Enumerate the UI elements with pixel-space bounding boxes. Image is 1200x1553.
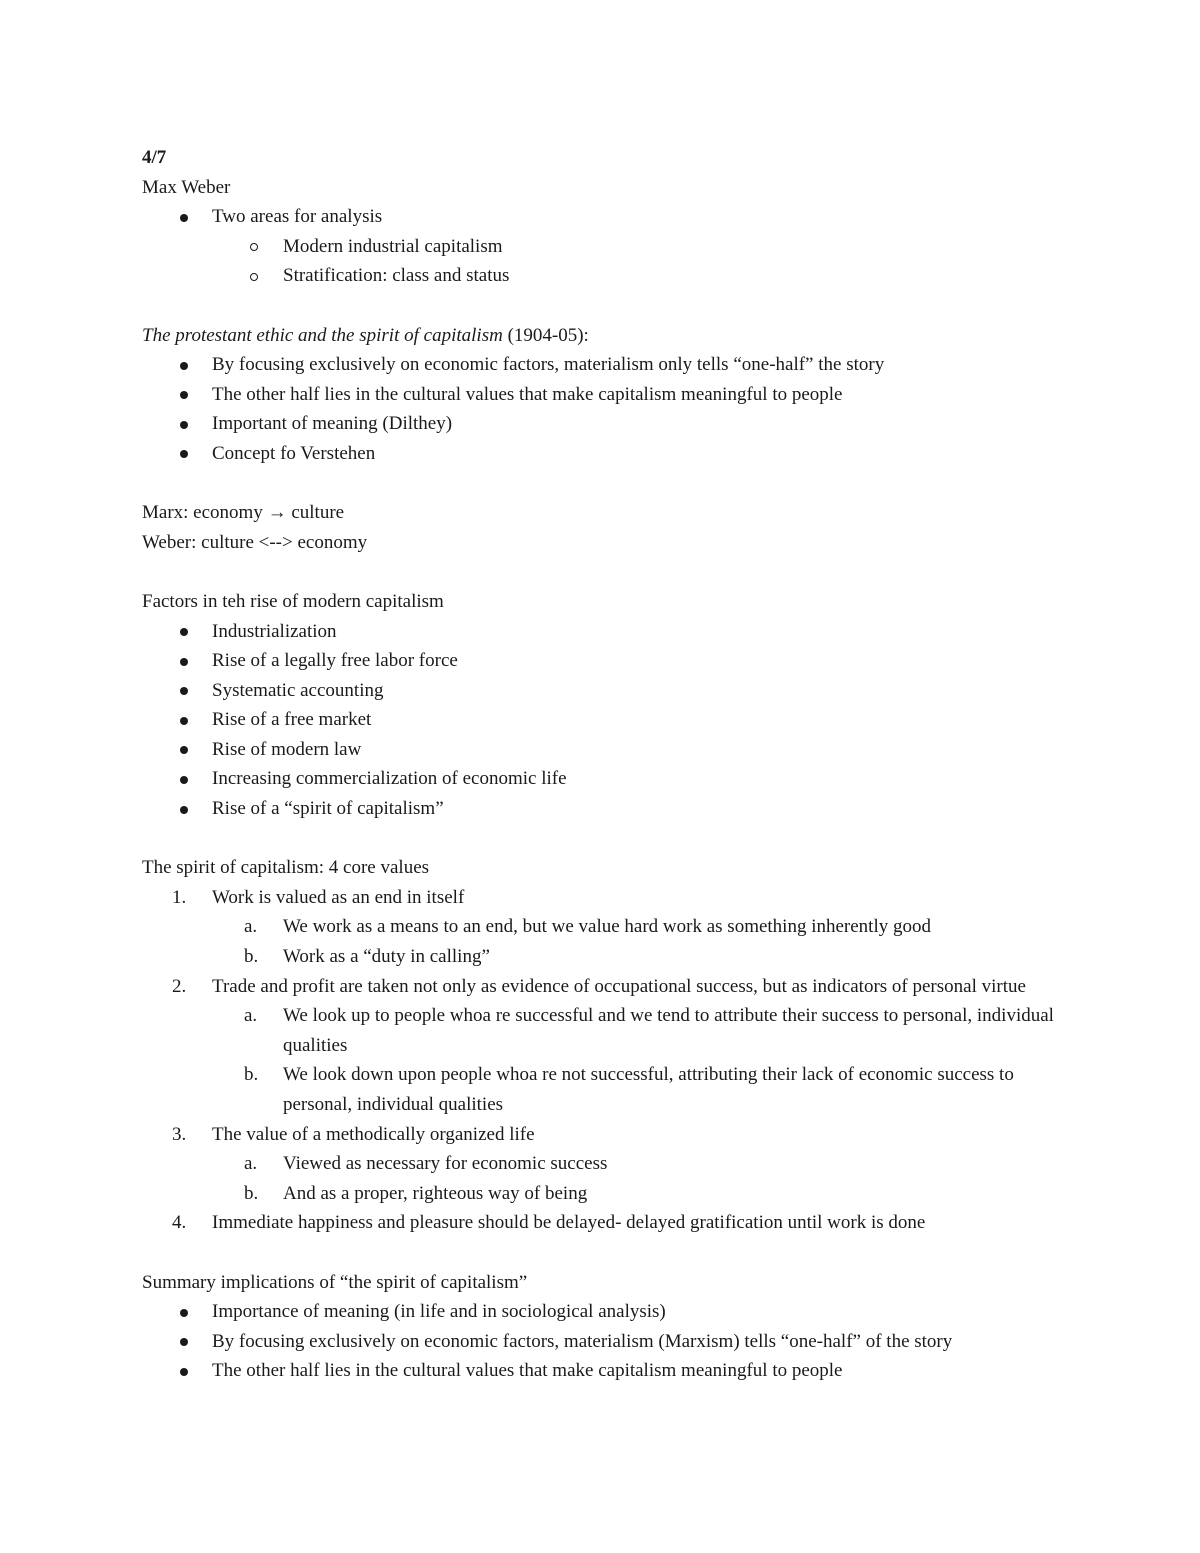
bullet-icon: [180, 214, 188, 222]
bullet-icon: [180, 628, 188, 636]
section-heading-factors: Factors in teh rise of modern capitalism: [142, 590, 444, 612]
subitem-text: We look down upon people whoa re not successful, attributing their lack of economic success to personal, individual qualities: [283, 1064, 1014, 1115]
list-subitem: Stratification: class and status: [142, 261, 1072, 291]
subitem-text: Work as a “duty in calling”: [283, 946, 490, 968]
bullet-icon: [180, 687, 188, 695]
core-values-list: [142, 883, 1072, 1238]
bullet-icon: [180, 1368, 188, 1376]
list-number: 3.: [172, 1123, 187, 1145]
hollow-bullet-icon: [250, 243, 258, 251]
hollow-bullet-icon: [250, 273, 258, 281]
list-item: Concept fo Verstehen: [142, 439, 1072, 469]
list-letter: b.: [244, 1182, 259, 1204]
weber-comparison: Weber: culture <--> economy: [142, 531, 368, 553]
bullet-icon: [180, 1309, 188, 1317]
core-value-item: [142, 1208, 1072, 1238]
list-letter: b.: [244, 946, 259, 968]
core-value-subitem: [142, 1060, 1072, 1119]
list-item: Important of meaning (Dilthey): [142, 409, 1072, 439]
core-value-text: Work is valued as an end in itself: [212, 886, 465, 908]
core-value-item: [142, 883, 1072, 913]
list-letter: a.: [244, 1005, 258, 1027]
core-value-subitem: [142, 1179, 1072, 1209]
list-item: Two areas for analysis: [142, 202, 1072, 232]
list-letter: a.: [244, 916, 258, 938]
list-item: Importance of meaning (in life and in sociological analysis): [142, 1297, 1072, 1327]
core-value-text: The value of a methodically organized life: [212, 1123, 535, 1145]
section-heading-protestant-ethic: [142, 321, 1072, 351]
core-value-subitem: [142, 912, 1072, 942]
core-value-text: Trade and profit are taken not only as evidence of occupational success, but as indicators of personal virtue: [212, 975, 1026, 997]
bullet-icon: [180, 421, 188, 429]
list-item: Rise of a free market: [142, 705, 1072, 735]
factors-bullet-list: [142, 617, 1072, 824]
list-item: Increasing commercialization of economic life: [142, 764, 1072, 794]
subitem-text: And as a proper, righteous way of being: [283, 1182, 588, 1204]
list-number: 2.: [172, 975, 187, 997]
list-letter: a.: [244, 1153, 258, 1175]
summary-bullet-list: [142, 1297, 1072, 1386]
weber-bullet-list: [142, 202, 1072, 291]
subitem-text: Viewed as necessary for economic success: [283, 1153, 608, 1175]
bullet-icon: [180, 776, 188, 784]
section-heading-max-weber: Max Weber: [142, 176, 231, 198]
list-item: Rise of a “spirit of capitalism”: [142, 794, 1072, 824]
list-item: Rise of modern law: [142, 735, 1072, 765]
list-number: 1.: [172, 886, 187, 908]
core-value-subitem: [142, 942, 1072, 972]
bullet-icon: [180, 391, 188, 399]
book-title: The protestant ethic and the spirit of capitalism: [142, 324, 503, 346]
core-value-subitem: [142, 1149, 1072, 1179]
section-heading-summary: Summary implications of “the spirit of capitalism”: [142, 1271, 528, 1293]
list-item: The other half lies in the cultural values that make capitalism meaningful to people: [142, 380, 1072, 410]
subitem-text: We look up to people whoa re successful and we tend to attribute their success to personal, individual qualities: [283, 1005, 1054, 1056]
date-heading: 4/7: [142, 147, 167, 168]
list-item: Systematic accounting: [142, 676, 1072, 706]
section-heading-spirit: The spirit of capitalism: 4 core values: [142, 857, 430, 879]
core-value-item: [142, 972, 1072, 1002]
list-item: By focusing exclusively on economic factors, materialism only tells “one-half” the story: [142, 350, 1072, 380]
core-value-item: [142, 1120, 1072, 1150]
core-value-subitem: [142, 1001, 1072, 1060]
marx-comparison: Marx: economy → culture: [142, 502, 345, 524]
bullet-icon: [180, 717, 188, 725]
list-item: Industrialization: [142, 617, 1072, 647]
bullet-icon: [180, 1338, 188, 1346]
bullet-icon: [180, 746, 188, 754]
list-item: Rise of a legally free labor force: [142, 646, 1072, 676]
protestant-bullet-list: [142, 350, 1072, 468]
list-number: 4.: [172, 1212, 187, 1234]
list-letter: b.: [244, 1064, 259, 1086]
list-item: By focusing exclusively on economic factors, materialism (Marxism) tells “one-half” of the story: [142, 1327, 1072, 1357]
bullet-icon: [180, 658, 188, 666]
list-item: The other half lies in the cultural values that make capitalism meaningful to people: [142, 1356, 1072, 1386]
bullet-icon: [180, 806, 188, 814]
list-subitem: Modern industrial capitalism: [142, 232, 1072, 262]
document-body: [142, 143, 1072, 1386]
book-date: (1904-05):: [502, 324, 589, 346]
subitem-text: We work as a means to an end, but we value hard work as something inherently good: [283, 916, 931, 938]
core-value-text: Immediate happiness and pleasure should be delayed- delayed gratification until work is done: [212, 1212, 926, 1234]
bullet-icon: [180, 362, 188, 370]
bullet-icon: [180, 450, 188, 458]
